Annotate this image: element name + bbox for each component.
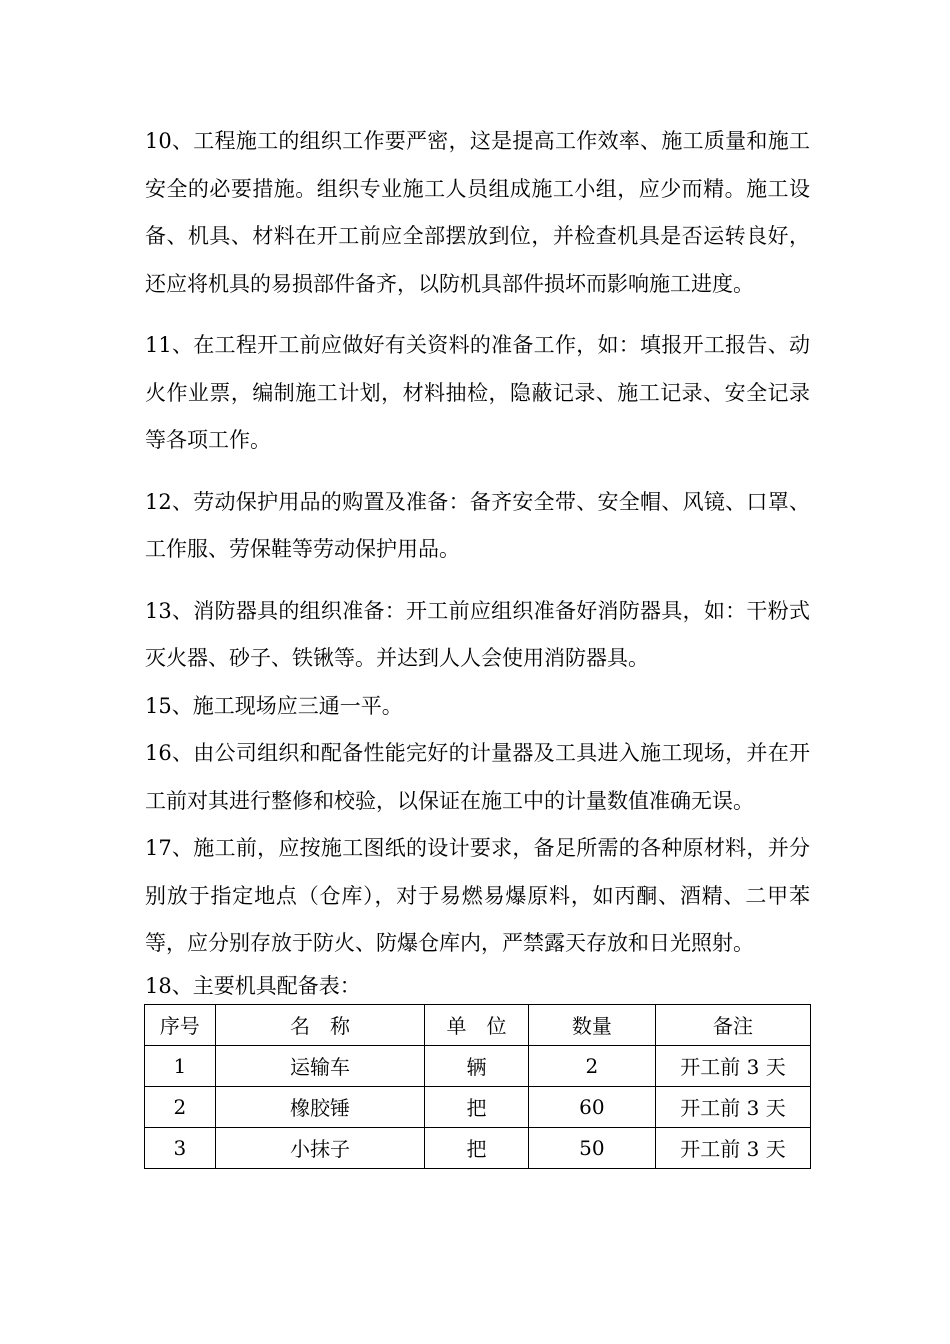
cell-name: 小抹子	[215, 1127, 425, 1168]
header-cell-quantity: 数量	[528, 1004, 655, 1045]
equipment-table	[144, 1004, 811, 1169]
table-title: 18、主要机具配备表：	[145, 973, 361, 998]
table-row	[145, 1086, 811, 1127]
paragraph-17: 17、施工前，应按施工图纸的设计要求，备足所需的各种原材料，并分别放于指定地点（仓库），对于易燃易爆原料，如丙酮、酒精、二甲苯等，应分别存放于防火、防爆仓库内，严禁露天存放和日光照射。	[145, 836, 810, 955]
paragraph-11: 11、在工程开工前应做好有关资料的准备工作，如：填报开工报告、动火作业票，编制施工计划，材料抽检，隐蔽记录、施工记录、安全记录等各项工作。	[145, 333, 810, 452]
document-page	[145, 118, 810, 1169]
cell-unit: 辆	[425, 1045, 529, 1086]
cell-name: 运输车	[215, 1045, 425, 1086]
paragraph-16: 16、由公司组织和配备性能完好的计量器及工具进入施工现场，并在开工前对其进行整修和校验，以保证在施工中的计量数值准确无误。	[145, 741, 810, 813]
table-row	[145, 1045, 811, 1086]
cell-remark: 开工前 3 天	[656, 1086, 811, 1127]
table-header-row	[145, 1004, 811, 1045]
paragraph-15: 15、施工现场应三通一平。	[145, 693, 403, 718]
table-row	[145, 1127, 811, 1168]
paragraph-10: 10、工程施工的组织工作要严密，这是提高工作效率、施工质量和施工安全的必要措施。组织专业施工人员组成施工小组，应少而精。施工设备、机具、材料在开工前应全部摆放到位，并检查机具是否运转良好，还应将机具的易损部件备齐，以防机具部件损坏而影响施工进度。	[145, 129, 810, 296]
cell-quantity: 50	[528, 1127, 655, 1168]
cell-name: 橡胶锤	[215, 1086, 425, 1127]
cell-quantity: 60	[528, 1086, 655, 1127]
header-cell-name: 名 称	[215, 1004, 425, 1045]
header-cell-index: 序号	[145, 1004, 216, 1045]
paragraph-12: 12、劳动保护用品的购置及准备：备齐安全带、安全帽、风镜、口罩、工作服、劳保鞋等劳动保护用品。	[145, 489, 810, 561]
cell-quantity: 2	[528, 1045, 655, 1086]
header-cell-remark: 备注	[656, 1004, 811, 1045]
cell-unit: 把	[425, 1127, 529, 1168]
cell-remark: 开工前 3 天	[656, 1127, 811, 1168]
cell-remark: 开工前 3 天	[656, 1045, 811, 1086]
header-cell-unit: 单 位	[425, 1004, 529, 1045]
paragraph-13: 13、消防器具的组织准备：开工前应组织准备好消防器具，如：干粉式灭火器、砂子、铁锹等。并达到人人会使用消防器具。	[145, 598, 810, 670]
cell-index: 3	[145, 1127, 216, 1168]
cell-index: 1	[145, 1045, 216, 1086]
cell-unit: 把	[425, 1086, 529, 1127]
cell-index: 2	[145, 1086, 216, 1127]
